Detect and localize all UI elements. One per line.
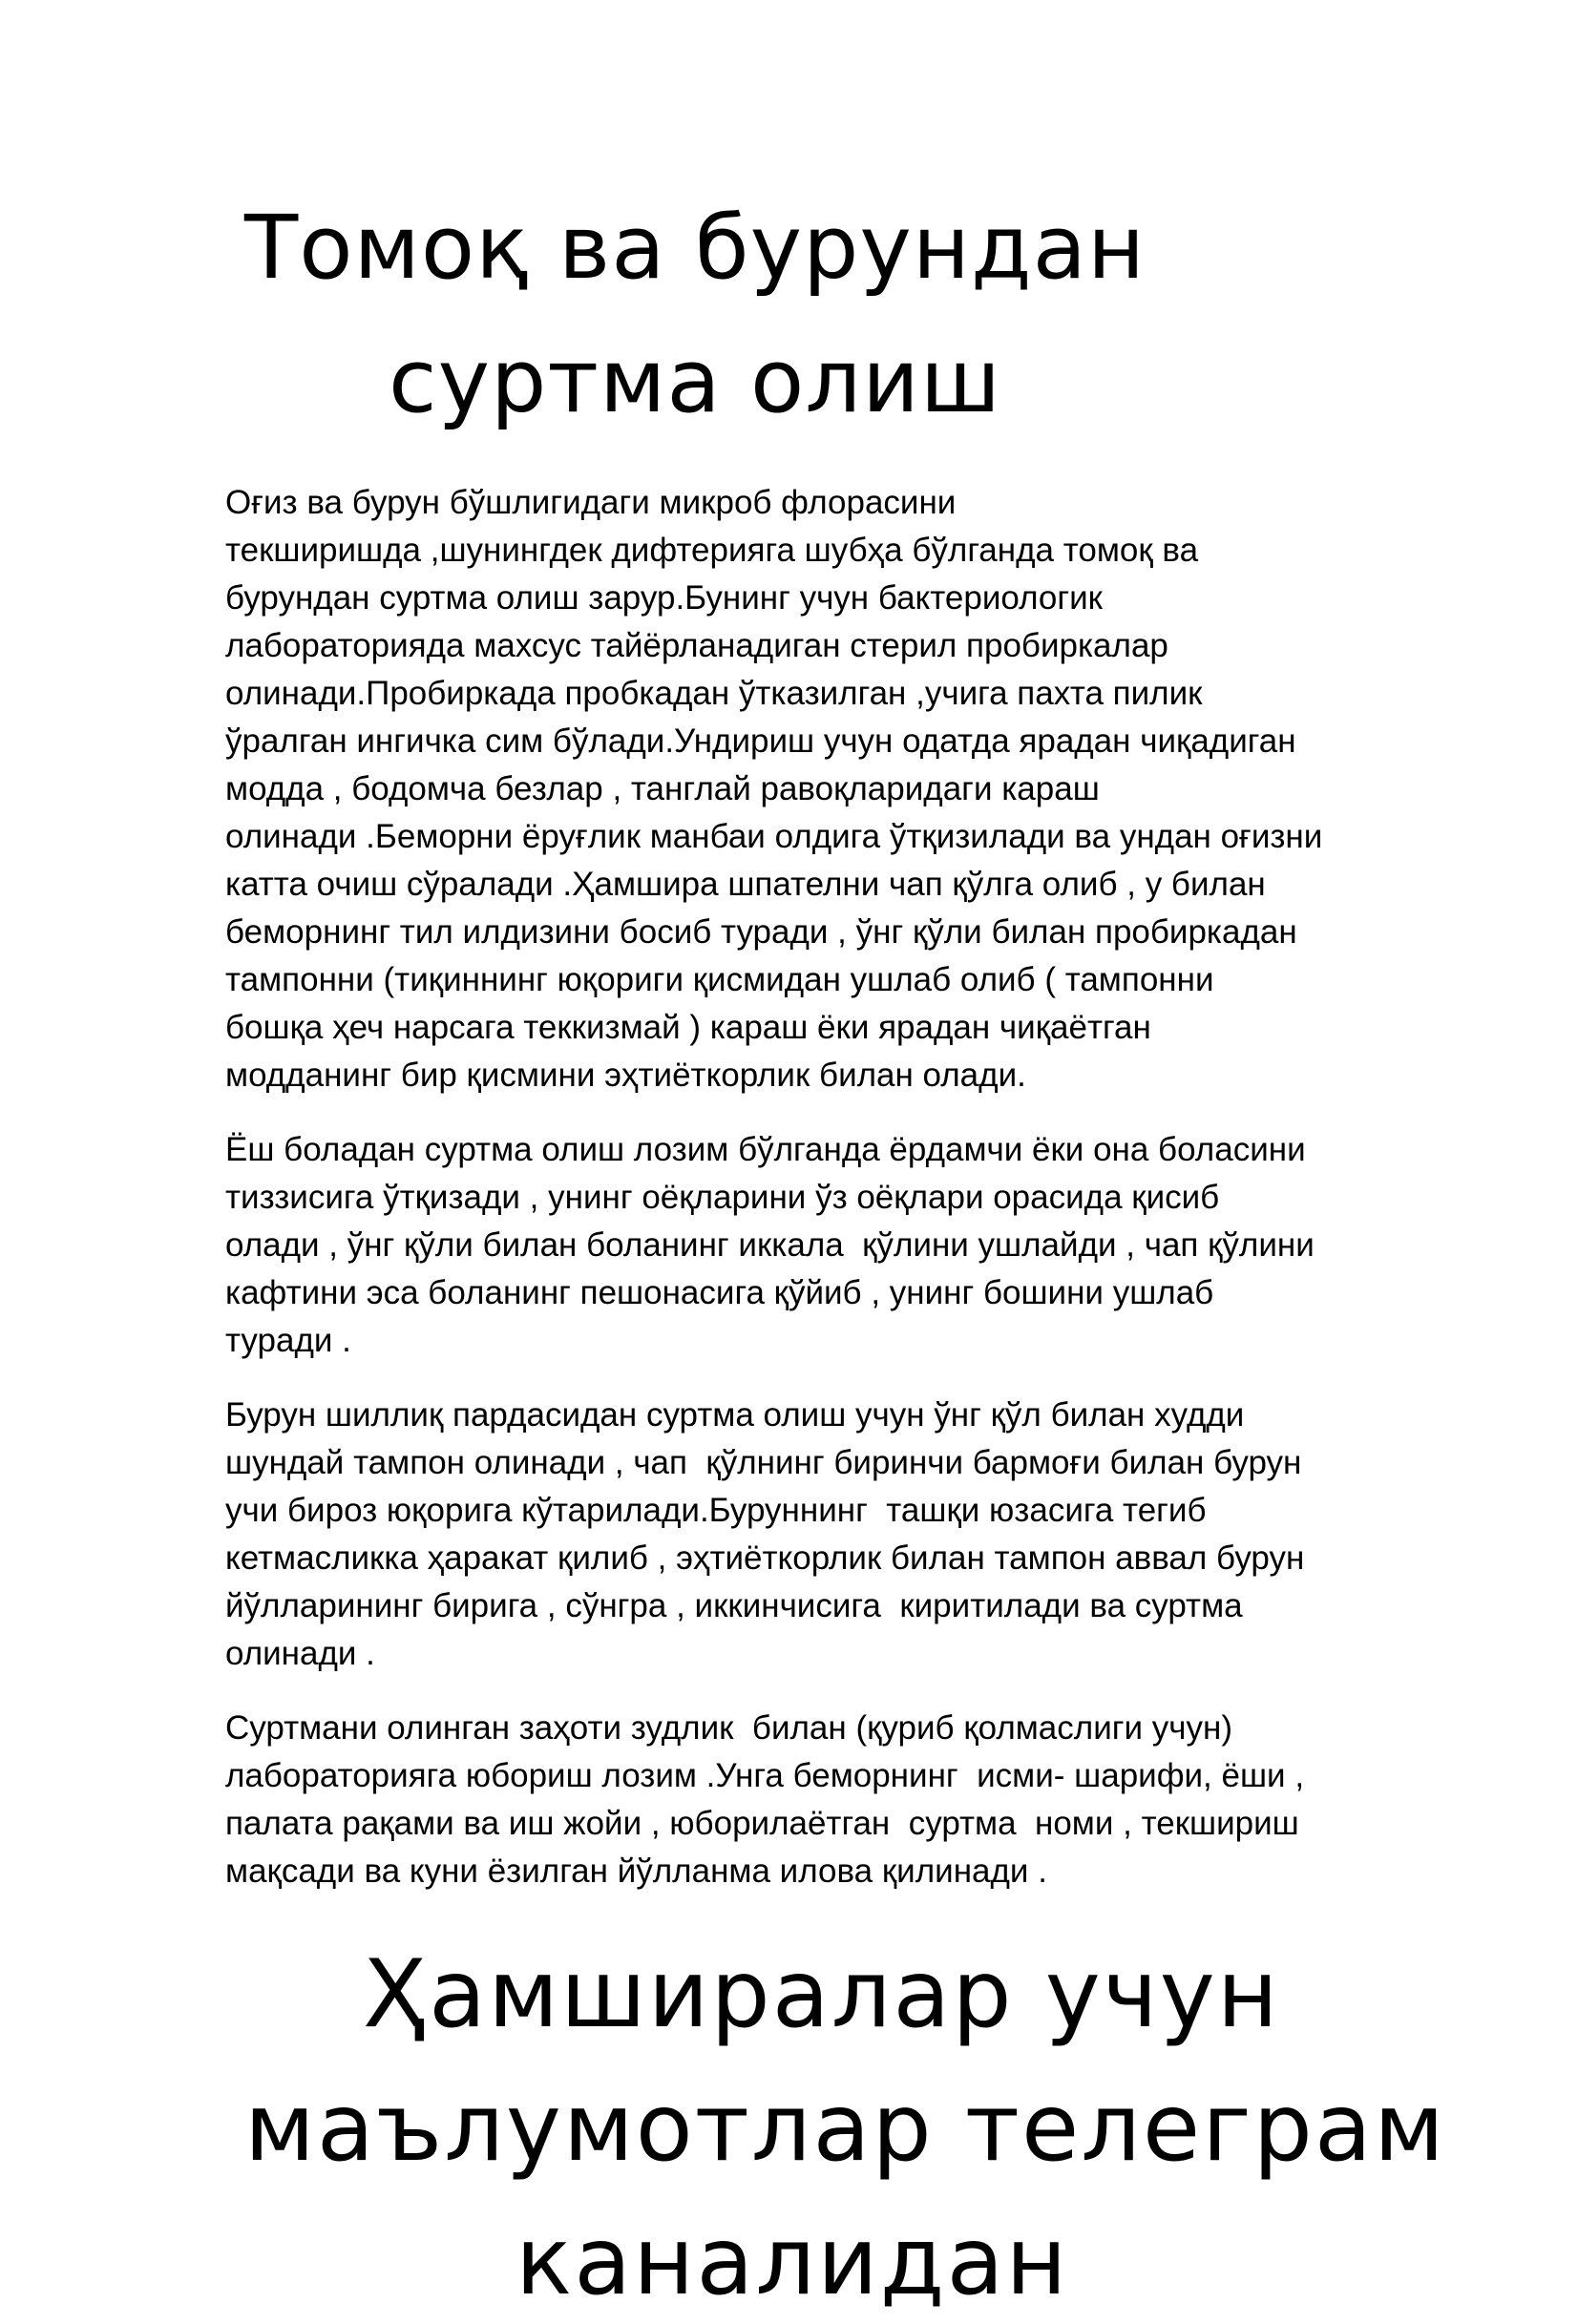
body-text bbox=[225, 479, 1485, 1922]
text-line: туради . bbox=[225, 1322, 351, 1359]
text-line: модданинг бир қисмини эҳтиёткорлик билан олади. bbox=[225, 1057, 1026, 1094]
text-line: катта очиш сўралади .Ҳамшира шпателни чап қўлга олиб , у билан bbox=[225, 866, 1266, 903]
text-line: беморнинг тил илдизини босиб туради , ўнг қўли билан пробиркадан bbox=[225, 913, 1297, 951]
text-line: бошқа ҳеч нарсага теккизмай ) караш ёки ярадан чиқаётган bbox=[225, 1009, 1151, 1046]
text-line: лабораторияда махсус тайёрланадиган стерил пробиркалар bbox=[225, 627, 1168, 664]
page-title-line-2: суртма олиш bbox=[389, 330, 1002, 432]
paragraph-1 bbox=[225, 479, 1485, 1099]
paragraph-2 bbox=[225, 1126, 1485, 1365]
text-line: бурундан суртма олиш зарур.Бунинг учун бактериологик bbox=[225, 579, 1103, 617]
footer-heading-line-1: Ҳамширалар учун bbox=[363, 1940, 1280, 2049]
text-line: лабораторияга юбориш лозим .Унга беморнинг исми- шарифи, ёши , bbox=[225, 1757, 1305, 1794]
footer-heading-line-3: каналидан bbox=[515, 2208, 1069, 2316]
text-line: кетмасликка ҳаракат қилиб , эҳтиёткорлик билан тампон аввал бурун bbox=[225, 1539, 1305, 1577]
text-line: олинади . bbox=[225, 1635, 375, 1672]
text-line: кафтини эса боланинг пешонасига қўйиб , унинг бошини ушлаб bbox=[225, 1274, 1214, 1311]
text-line: Суртмани олинган заҳоти зудлик билан (қуриб қолмаслиги учун) bbox=[225, 1709, 1233, 1747]
paragraph-4 bbox=[225, 1705, 1485, 1895]
text-line: ўралган ингичка сим бўлади.Ундириш учун одатда ярадан чиқадиган bbox=[225, 722, 1296, 760]
text-line: Бурун шиллиқ пардасидан суртма олиш учун ўнг қўл билан худди bbox=[225, 1396, 1245, 1434]
text-line: учи бироз юқорига кўтарилади.Буруннинг ташқи юзасига тегиб bbox=[225, 1492, 1207, 1529]
footer-heading-line-2: маълумотлар телеграм bbox=[244, 2074, 1446, 2183]
text-line: палата рақами ва иш жойи , юборилаётган суртма номи , текшириш bbox=[225, 1805, 1299, 1842]
text-line: тампонни (тиқиннинг юқориги қисмидан ушлаб олиб ( тампонни bbox=[225, 961, 1214, 998]
text-line: йўлларининг бирига , сўнгра , иккинчисига киритилади ва суртма bbox=[225, 1587, 1243, 1624]
text-line: олинади.Пробиркада пробкадан ўтказилган ,учига пахта пилик bbox=[225, 675, 1203, 712]
text-line: мақсади ва куни ёзилган йўлланма илова қилинади . bbox=[225, 1853, 1047, 1890]
text-line: модда , бодомча безлар , танглай равоқларидаги караш bbox=[225, 770, 1100, 807]
text-line: тиззисига ўтқизади , унинг оёқларини ўз оёқлари орасида қисиб bbox=[225, 1179, 1220, 1216]
text-line: шундай тампон олинади , чап қўлнинг биринчи бармоғи билан бурун bbox=[225, 1444, 1302, 1481]
text-line: Оғиз ва бурун бўшлигидаги микроб флорасини bbox=[225, 484, 957, 521]
page-title-line-1: Томоқ ва бурундан bbox=[244, 197, 1147, 299]
text-line: текширишда ,шунингдек дифтерияга шубҳа бўлганда томоқ ва bbox=[225, 532, 1199, 569]
text-line: олинади .Беморни ёруғлик манбаи олдига ўтқизилади ва ундан оғизни bbox=[225, 818, 1323, 855]
text-line: Ёш боладан суртма олиш лозим бўлганда ёрдамчи ёки она боласини bbox=[225, 1131, 1306, 1168]
text-line: олади , ўнг қўли билан боланинг иккала қўлини ушлайди , чап қўлини bbox=[225, 1226, 1315, 1264]
paragraph-3 bbox=[225, 1392, 1485, 1678]
